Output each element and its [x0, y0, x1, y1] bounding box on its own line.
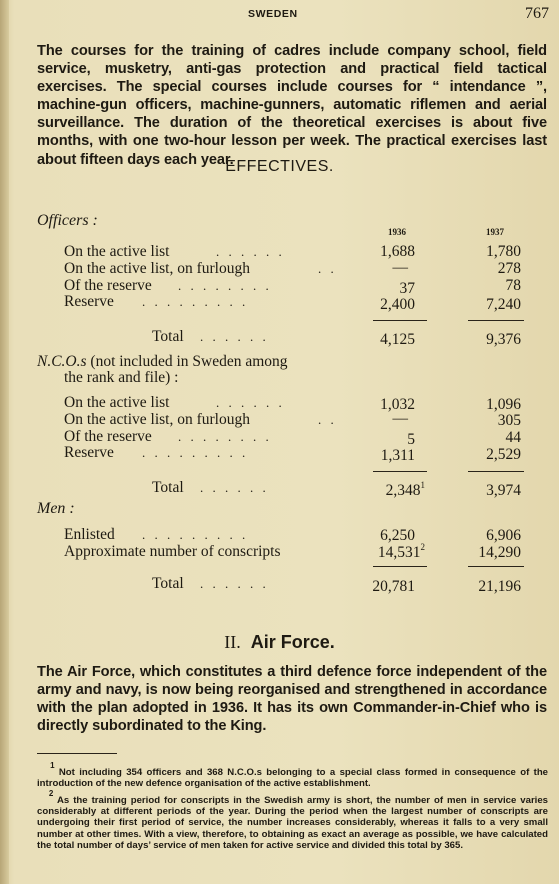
value-1937: 2,529	[486, 446, 521, 463]
value-1936: —	[392, 410, 408, 427]
footnote-ref-1: 1	[420, 480, 425, 490]
row-label: On the active list	[64, 243, 170, 260]
total-1936: 4,125	[380, 331, 415, 348]
officers-heading: Officers :	[37, 212, 98, 229]
section-title: Air Force.	[250, 632, 335, 652]
total-rule-1937	[468, 566, 524, 567]
section-numeral: II.	[224, 632, 241, 652]
footnote-mark: 2	[48, 789, 54, 798]
total-1936-value: 2,348	[385, 482, 421, 499]
value-1936	[378, 544, 425, 562]
total-rule-1936	[373, 471, 427, 472]
value-1937: 1,096	[486, 396, 521, 413]
value-1937: 6,906	[486, 527, 521, 544]
footnote-ref-2: 2	[420, 542, 425, 552]
value-1937: 1,780	[486, 243, 521, 260]
total-rule-1936	[373, 320, 427, 321]
dot-leaders: . . . . . .	[216, 244, 285, 259]
dot-leaders: . .	[318, 261, 337, 276]
intro-paragraph: The courses for the training of cadres include company school, field service, musketry, anti-gas protection and practical field tactical exercises. The special courses include courses for “ intendance ”, machine-gun officers, machine-gunners, automatic riflemen and aerial surveillance. The duration of the theoretical exercises is about five months, with one two-hour lesson per week. The practical exercises last about fifteen days each year.	[37, 43, 547, 168]
value-1936: 2,400	[380, 296, 415, 313]
value-1936: 1,032	[380, 396, 415, 413]
total-label: Total	[152, 575, 184, 592]
air-force-paragraph: The Air Force, which constitutes a third defence force independent of the army and navy, is now being reorganised and strengthened in accordance with the plan adopted in 1936. It has its own Commander-in-Chief who is directly subordinated to the King.	[37, 664, 547, 735]
row-label: Approximate number of conscripts	[64, 543, 281, 560]
year-header-1936: 1936	[388, 227, 406, 237]
total-rule-1937	[468, 320, 524, 321]
dot-leaders: . . . . . . . . .	[142, 445, 249, 460]
row-label: On the active list, on furlough	[64, 260, 250, 277]
dot-leaders: . . . . . . . .	[178, 278, 272, 293]
footnote-text: Not including 354 officers and 368 N.C.O.s belonging to a special class formed in consequence of the introduction of the new defence organisation of the active establishment.	[37, 767, 549, 790]
dot-leaders: . . . . . .	[216, 395, 285, 410]
effectives-heading: EFFECTIVES.	[225, 158, 334, 175]
row-label: Of the reserve	[64, 277, 152, 294]
value-1936-number: 14,531	[377, 544, 421, 561]
value-1936: 1,688	[380, 243, 415, 260]
total-1936	[386, 482, 425, 500]
value-1936: 5	[407, 431, 415, 448]
footnote-2	[37, 789, 549, 851]
total-1937: 21,196	[478, 578, 521, 595]
dot-leaders: . . . . . .	[200, 576, 269, 591]
ncos-heading-line2: the rank and file) :	[64, 369, 179, 386]
year-header-1937: 1937	[486, 227, 504, 237]
dot-leaders: . . . . . .	[200, 329, 269, 344]
total-rule-1936	[373, 566, 427, 567]
footnote-mark: 1	[50, 761, 55, 770]
footnote-separator	[37, 753, 117, 754]
running-head: SWEDEN	[248, 8, 298, 20]
footnote-text: As the training period for conscripts in the Swedish army is short, the number of men in service varies considerably at different periods of the year. During the period when the largest number of conscripts are undergoing their first period of service, the number increases considerably, whereas it falls to a very small number at other times. With a view, therefore, to obtaining as exact an average as possible, we have calculated the total number of days’ service of men taken for active service and divided this total by 365.	[37, 795, 549, 851]
row-label: Of the reserve	[64, 428, 152, 445]
total-rule-1937	[468, 471, 524, 472]
dot-leaders: . . . . . . . .	[178, 429, 272, 444]
value-1936: —	[392, 259, 408, 276]
total-label: Total	[152, 479, 184, 496]
air-force-heading	[0, 632, 559, 653]
value-1936: 37	[399, 280, 415, 297]
total-1937: 9,376	[486, 331, 521, 348]
ncos-heading-text: (not included in Sweden among	[86, 353, 288, 370]
footnote-1	[37, 761, 549, 790]
value-1937: 78	[505, 277, 521, 294]
value-1936: 1,311	[380, 447, 415, 464]
men-heading: Men :	[37, 500, 75, 517]
row-label: Reserve	[64, 444, 114, 461]
value-1936: 6,250	[380, 527, 415, 544]
value-1937: 14,290	[478, 544, 521, 561]
total-label: Total	[152, 328, 184, 345]
row-label: On the active list, on furlough	[64, 411, 250, 428]
row-label: Enlisted	[64, 526, 115, 543]
value-1937: 7,240	[486, 296, 521, 313]
row-label: On the active list	[64, 394, 170, 411]
dot-leaders: . . . . . . . . .	[142, 527, 249, 542]
page-number: 767	[525, 5, 549, 22]
value-1937: 305	[497, 412, 521, 429]
total-1936: 20,781	[372, 578, 415, 595]
dot-leaders: . .	[318, 412, 337, 427]
dot-leaders: . . . . . . . . .	[142, 294, 249, 309]
row-label: Reserve	[64, 293, 114, 310]
total-1937: 3,974	[486, 482, 521, 499]
value-1937: 44	[505, 429, 521, 446]
value-1937: 278	[497, 260, 521, 277]
dot-leaders: . . . . . .	[200, 480, 269, 495]
ncos-heading-abbr: N.C.O.s	[37, 353, 87, 370]
